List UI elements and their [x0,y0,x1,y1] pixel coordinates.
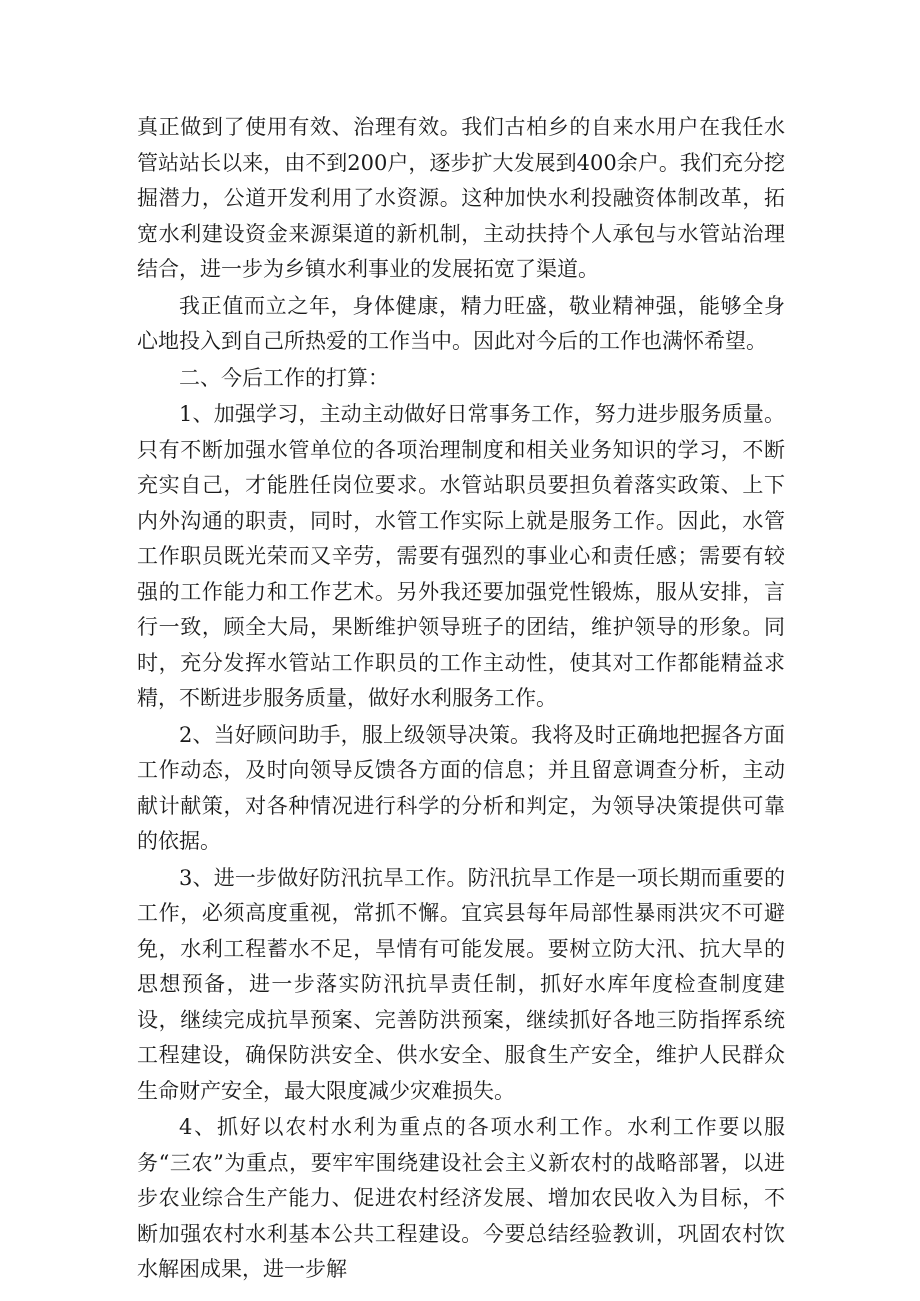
paragraph-plan-3: 3、进一步做好防汛抗旱工作。防汛抗旱工作是一项长期而重要的工作，必须高度重视，常抓不懈。宜宾县每年局部性暴雨洪灾不可避免，水利工程蓄水不足，旱情有可能发展。要树立防大汛、抗大旱的思想预备，进一步落实防汛抗旱责任制，抓好水库年度检查制度建设，继续完成抗旱预案、完善防洪预案，继续抓好各地三防指挥系统工程建设，确保防洪安全、供水安全、服食生产安全，维护人民群众生命财产安全，最大限度减少灾难损失。 [137,865,785,1103]
document-body [137,110,785,1289]
paragraph-personal-statement: 我正值而立之年，身体健康，精力旺盛，敬业精神强，能够全身心地投入到自己所热爱的工作当中。因此对今后的工作也满怀希望。 [137,293,785,353]
paragraph-plan-1: 1、加强学习，主动主动做好日常事务工作，努力进步服务质量。只有不断加强水管单位的各项治理制度和相关业务知识的学习，不断充实自己，才能胜任岗位要求。水管站职员要担负着落实政策、上下内外沟通的职责，同时，水管工作实际上就是服务工作。因此，水管工作职员既光荣而又辛劳，需要有强烈的事业心和责任感；需要有较强的工作能力和工作艺术。另外我还要加强党性锻炼，服从安排，言行一致，顾全大局，果断维护领导班子的团结，维护领导的形象。同时，充分发挥水管站工作职员的工作主动性，使其对工作都能精益求精，不断进步服务质量，做好水利服务工作。 [137,402,785,710]
paragraph-plan-4: 4、抓好以农村水利为重点的各项水利工作。水利工作要以服务“三农”为重点，要牢牢围绕建设社会主义新农村的战略部署，以进步农业综合生产能力、促进农村经济发展、增加农民收入为目标，不断加强农村水利基本公共工程建设。今要总结经验教训，巩固农村饮水解困成果，进一步解 [137,1115,785,1281]
paragraph-continuation: 真正做到了使用有效、治理有效。我们古柏乡的自来水用户在我任水管站站长以来，由不到200户，逐步扩大发展到400余户。我们充分挖掘潜力，公道开发利用了水资源。这种加快水利投融资体制改革，拓宽水利建设资金来源渠道的新机制，主动扶持个人承包与水管站治理结合，进一步为乡镇水利事业的发展拓宽了渠道。 [137,115,785,281]
section-heading-future-plans: 二、今后工作的打算： [179,365,389,390]
paragraph-plan-2: 2、当好顾问助手，服上级领导决策。我将及时正确地把握各方面工作动态，及时向领导反馈各方面的信息；并且留意调查分析，主动献计献策，对各种情况进行科学的分析和判定，为领导决策提供可靠的依据。 [137,722,785,853]
